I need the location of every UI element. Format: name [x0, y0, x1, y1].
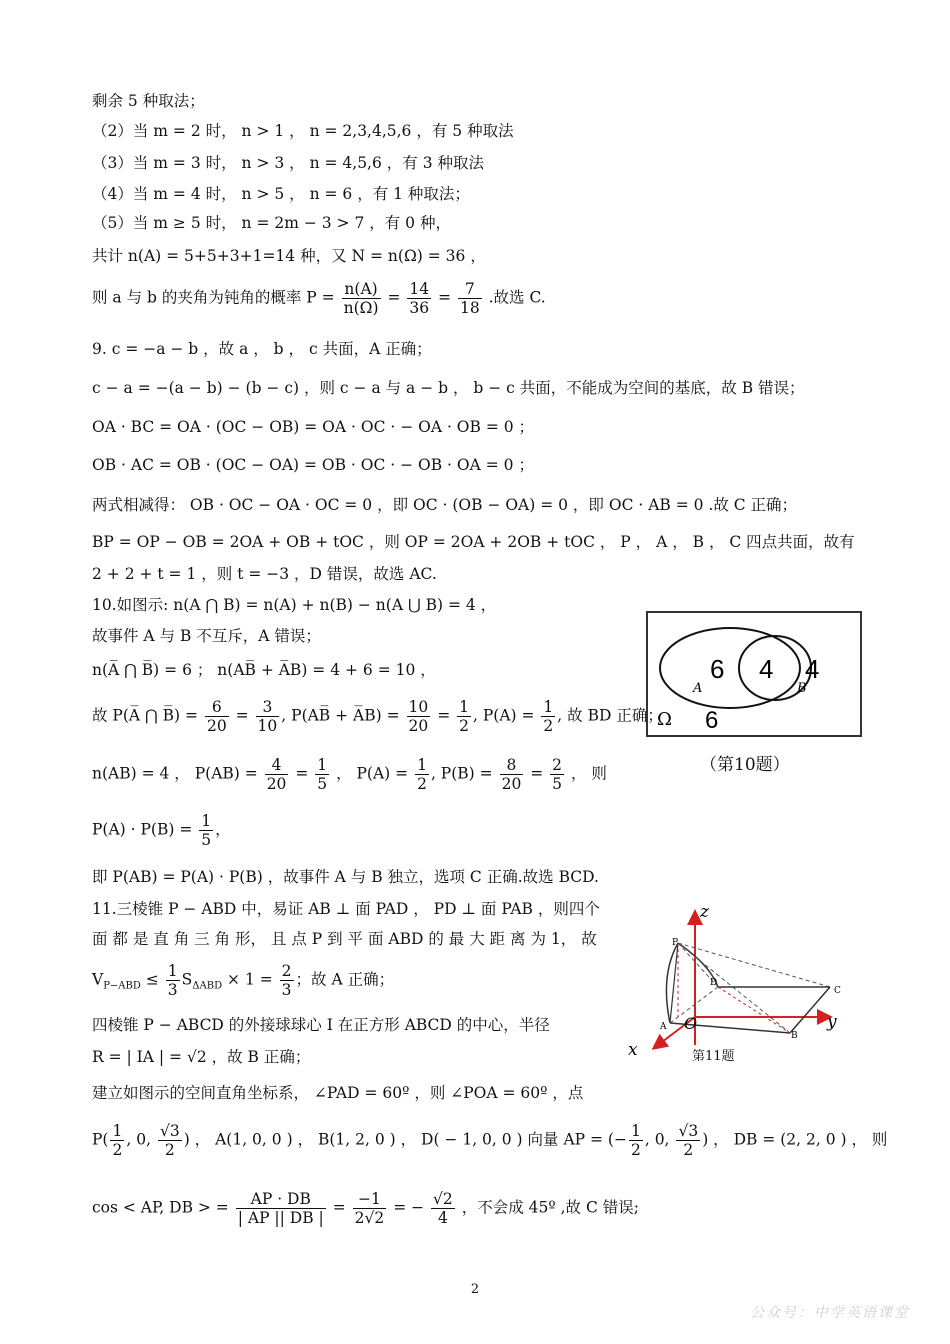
text: ， P(A) = — [336, 764, 409, 783]
line-13: BP = OP − OB = 2OA + OB + tOC ，则 OP = 2OA + 2OB + tOC ， P ， A ， B ， C 四点共面，故有 — [92, 533, 855, 551]
text: , 0, — [644, 1130, 670, 1149]
fraction: $\frac{-1}{2√2}$ — [354, 1190, 385, 1227]
text: 故 P(A̅ ⋂ B̅) = — [92, 706, 199, 725]
fraction: $\frac{1}{2}$ — [112, 1122, 123, 1159]
edge-pc — [678, 943, 830, 987]
line-20 — [92, 812, 231, 849]
line-4: （4）当 m = 4 时， n > 5 ， n = 6 ，有 1 种取法； — [92, 185, 470, 203]
line-24 — [92, 962, 394, 999]
line-19: n(AB) = 4 ， P(AB) = $\frac{4}{20}$ = $\frac{1}{5}$ ， P(A) = $\frac{1}{2}$ , P(B) = $\frac{8}{20}$ = $\frac{2}{5}$ ， 则 — [92, 756, 607, 793]
line-16: 故事件 A 与 B 不互斥，A 错误； — [92, 627, 321, 645]
point-o: O — [684, 1014, 698, 1033]
edge-bc — [790, 987, 830, 1033]
fraction: $\frac{8}{20}$ — [501, 756, 522, 793]
line-25: 四棱锥 P − ABCD 的外接球球心 I 在正方形 ABCD 的中心，半径 — [92, 1016, 550, 1034]
fraction: $\frac{10}{20}$ — [408, 698, 429, 735]
fraction: $\frac{n(A)}{n(\Omega)}$ — [343, 280, 379, 317]
fraction: $\frac{1}{5}$ — [201, 812, 212, 849]
line-22: 11.三棱锥 P − ABD 中，易证 AB ⊥ 面 PAD ， PD ⊥ 面 PAB ，则四个 — [92, 900, 600, 918]
text: = − — [393, 1198, 425, 1217]
text: , 故 BD 正确； — [557, 706, 663, 725]
text: V — [92, 970, 104, 989]
text: ，不会成 45º ,故 C 错误; — [461, 1198, 639, 1217]
line-23: 面 都 是 直 角 三 角 形， 且 点 P 到 平 面 ABD 的 最 大 距 离 为 1， 故 — [92, 930, 597, 948]
line-8: 9. c = −a − b ，故 a ， b ， c 共面，A 正确； — [92, 340, 432, 358]
fraction: $\frac{1}{5}$ — [317, 756, 328, 793]
set-b-label: B — [797, 681, 807, 696]
line-28 — [92, 1122, 887, 1159]
text: ) ， DB = (2, 2, 0 ) ， 则 — [702, 1130, 888, 1149]
set-a-ellipse — [660, 628, 800, 708]
edge-pa — [670, 943, 678, 1023]
line-7: 则 a 与 b 的夹角为钝角的概率 P = $\frac{n(A)}{n(\Omega)}$ = $\frac{14}{36}$ = $\frac{7}{18}$ .故选 C. — [92, 280, 546, 317]
text: P( — [92, 1130, 109, 1149]
line-10: OA · BC = OA · (OC − OB) = OA · OC · − OA · OB = 0 ； — [92, 418, 535, 436]
fraction: $\frac{2}{5}$ — [552, 756, 563, 793]
point-a: A — [660, 1022, 667, 1032]
line-15: 10.如图示: n(A ⋂ B) = n(A) + n(B) − n(A ⋃ B) = 4 ， — [92, 596, 497, 614]
outside-value: 6 — [705, 707, 719, 734]
subscript: P−ABD — [103, 980, 141, 992]
line-6: 共计 n(A) = 5+5+3+1=14 种，又 N = n(Ω) = 36 ， — [92, 247, 486, 265]
b-only-value: 4 — [805, 654, 820, 684]
fraction: $\frac{1}{3}$ — [167, 962, 178, 999]
fraction: $\frac{1}{2}$ — [543, 698, 554, 735]
fraction: $\frac{7}{18}$ — [459, 280, 480, 317]
text: ， 则 — [570, 764, 607, 783]
line-27: 建立如图示的空间直角坐标系， ∠PAD = 60º ，则 ∠POA = 60º ，点 — [92, 1084, 584, 1102]
line-1: 剩余 5 种取法； — [92, 92, 205, 110]
fraction: $\frac{14}{36}$ — [409, 280, 430, 317]
text: ；故 A 正确； — [295, 970, 395, 989]
fraction: $\frac{4}{20}$ — [266, 756, 287, 793]
line-3: （3）当 m = 3 时， n > 3 ， n = 4,5,6 ，有 3 种取法 — [92, 154, 484, 172]
watermark: 公众号：中学英语课堂 — [750, 1305, 910, 1321]
text: , P(B) = — [430, 764, 493, 783]
line-5: （5）当 m ≥ 5 时， n = 2m − 3 > 7 ，有 0 种， — [92, 214, 451, 232]
line-11: OB · AC = OB · (OC − OA) = OB · OC · − OB · OA = 0 ； — [92, 456, 534, 474]
line-26: R = | IA | = √2 ，故 B 正确； — [92, 1048, 311, 1066]
set-a-label: A — [693, 681, 703, 696]
omega-label: Ω — [657, 709, 672, 730]
text: 则 a 与 b 的夹角为钝角的概率 P = — [92, 288, 335, 307]
text: , P(A) = — [472, 706, 535, 725]
text: , 0, — [126, 1130, 152, 1149]
line-12: 两式相减得： OB · OC − OA · OC = 0 ，即 OC · (OB − OA) = 0 ，即 OC · AB = 0 .故 C 正确； — [92, 496, 798, 514]
fraction: $\frac{√3}{2}$ — [678, 1122, 699, 1159]
fraction: $\frac{1}{2}$ — [459, 698, 469, 735]
text: P(A) · P(B) = — [92, 820, 193, 839]
pyramid-figure — [620, 895, 860, 1055]
text: = — [332, 1198, 346, 1217]
line-17: n(A̅ ⋂ B̅) = 6 ； n(AB̅ + A̅B) = 4 + 6 = 10 ， — [92, 661, 436, 679]
figure-10-caption: （第10题） — [700, 755, 790, 775]
fraction: $\frac{1}{2}$ — [630, 1122, 641, 1159]
text: ≤ — [145, 970, 159, 989]
x-axis-label: x — [628, 1040, 638, 1055]
fraction: $\frac{2}{3}$ — [281, 962, 292, 999]
intersection-value: 4 — [759, 654, 774, 684]
subscript: ΔABD — [192, 980, 223, 992]
figure-11-caption: 第11题 — [692, 1049, 735, 1064]
z-axis-label: z — [700, 902, 709, 922]
fraction: $\frac{AP \cdot DB}{| AP || DB |}$ — [237, 1190, 324, 1227]
line-9: c − a = −(a − b) − (b − c) ，则 c − a 与 a − b ， b − c 共面，不能成为空间的基底，故 B 错误； — [92, 379, 805, 397]
edge-db — [718, 987, 790, 1033]
point-b: B — [791, 1031, 798, 1041]
fraction: $\frac{√3}{2}$ — [159, 1122, 180, 1159]
line-29 — [92, 1190, 639, 1227]
fraction: $\frac{3}{10}$ — [257, 698, 278, 735]
text: ) ， A(1, 0, 0 ) ， B(1, 2, 0 ) ， D( − 1, 0, 0 ) 向量 AP = (− — [183, 1130, 627, 1149]
text: ， — [215, 820, 231, 839]
text: n(AB) = 4 ， P(AB) = — [92, 764, 258, 783]
text: , P(AB̅ + A̅B) = — [281, 706, 400, 725]
point-c: C — [834, 986, 841, 996]
point-p: P — [672, 938, 679, 948]
venn-diagram — [645, 610, 865, 740]
page-number: 2 — [470, 1282, 480, 1297]
fraction: $\frac{1}{2}$ — [417, 756, 427, 793]
text: cos < AP, DB > = — [92, 1198, 229, 1217]
text: S — [181, 970, 193, 989]
line-14: 2 + 2 + t = 1 ，则 t = −3 ，D 错误，故选 AC. — [92, 565, 437, 583]
point-d: D — [710, 978, 718, 988]
y-axis-label: y — [827, 1012, 837, 1032]
line-21: 即 P(AB) = P(A) · P(B) ，故事件 A 与 B 独立，选项 C 正确.故选 BCD. — [92, 868, 599, 886]
text: × 1 = — [227, 970, 273, 989]
line-2: （2）当 m = 2 时， n > 1 ， n = 2,3,4,5,6 ，有 5 种取法 — [92, 122, 514, 140]
fraction: $\frac{√2}{4}$ — [433, 1190, 453, 1227]
text: .故选 C. — [488, 288, 546, 307]
a-only-value: 6 — [710, 654, 725, 684]
line-18: 故 P(A̅ ⋂ B̅) = $\frac{6}{20}$ = $\frac{3}{10}$ , P(AB̅ + A̅B) = $\frac{10}{20}$ = $\frac{1}{2}$ , P(A) = $\frac{1}{2}$ , 故 BD 正确； — [92, 698, 663, 735]
fraction: $\frac{6}{20}$ — [206, 698, 227, 735]
